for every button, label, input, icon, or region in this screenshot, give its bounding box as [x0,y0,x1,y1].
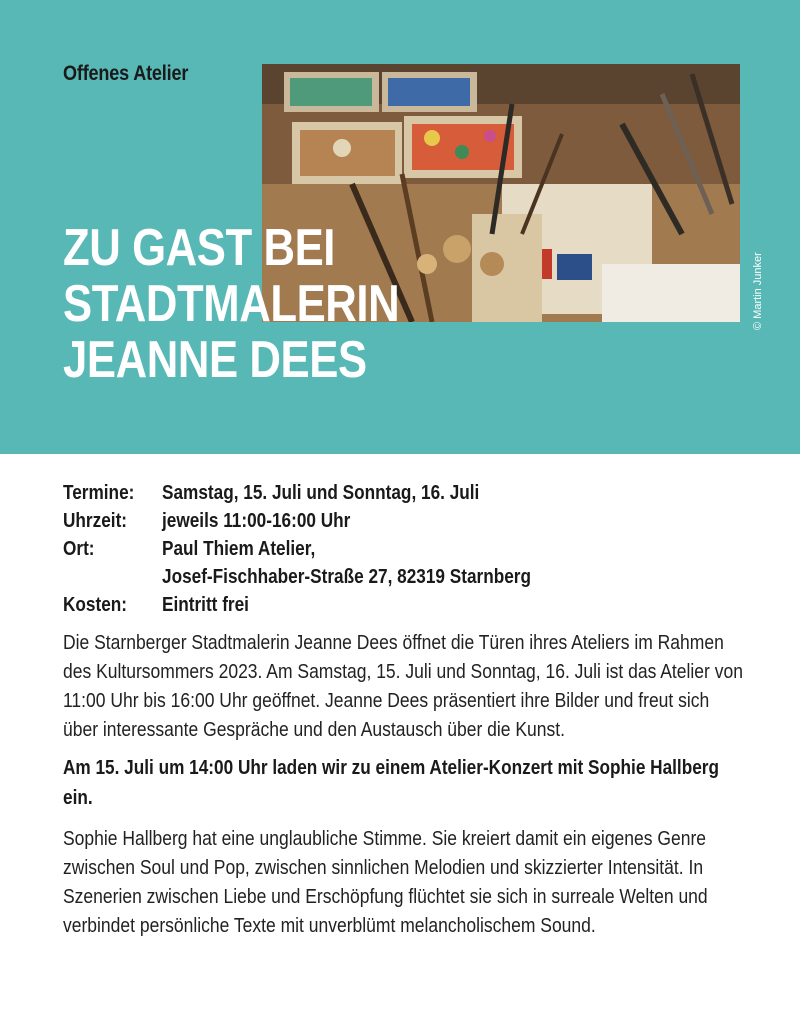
headline-line-1: ZU GAST BEI [63,219,336,277]
artist-paragraph: Sophie Hallberg hat eine unglaubliche Stimme. Sie kreiert damit ein eigenes Genre zwischen Soul und Pop, zwischen sinnlichen Melodien und skizzierter Intensität. In Szenerien zwischen Liebe und Erschöpfung flüchtet sie sich in surreale Welten und verbindet persönliche Texte mit unverblümt melancholischem Sound. [63,828,708,937]
intro-paragraph: Die Starnberger Stadtmalerin Jeanne Dees öffnet die Türen ihres Ateliers im Rahmen des Kultursommers 2023. Am Samstag, 15. Juli und Sonntag, 16. Juli ist das Atelier von 11:00 Uhr bis 16:00 Uhr geöffnet. Jeanne Dees präsentiert ihre Bilder und freut sich über interessante Gespräche und den Austausch über die Kunst. [63,632,743,741]
fact-value-termine: Samstag, 15. Juli und Sonntag, 16. Juli [162,482,480,504]
article-body [63,479,743,941]
fact-value-kosten: Eintritt frei [162,594,249,616]
fact-label-ort: Ort: [63,538,95,560]
fact-value-ort: Paul Thiem Atelier, [162,538,316,560]
fact-value-adresse: Josef-Fischhaber-Straße 27, 82319 Starnberg [162,566,531,588]
fact-row-ort [63,535,743,563]
fact-label-termine: Termine: [63,482,135,504]
kicker-label: Offenes Atelier [63,62,189,85]
headline-line-3: JEANNE DEES [63,331,367,389]
concert-highlight: Am 15. Juli um 14:00 Uhr laden wir zu einem Atelier-Konzert mit Sophie Hallberg ein. [63,757,719,809]
fact-label-uhrzeit: Uhrzeit: [63,510,128,532]
event-facts [63,479,743,619]
header-banner [0,0,800,454]
headline-line-2: STADTMALERIN [63,275,400,333]
fact-row-kosten [63,591,743,619]
fact-value-uhrzeit: jeweils 11:00-16:00 Uhr [162,510,351,532]
fact-row-termine [63,479,743,507]
photo-credit: © Martin Junker [752,252,764,330]
fact-row-uhrzeit [63,507,743,535]
headline [63,220,399,388]
fact-row-adresse [63,563,743,591]
fact-label-kosten: Kosten: [63,594,128,616]
